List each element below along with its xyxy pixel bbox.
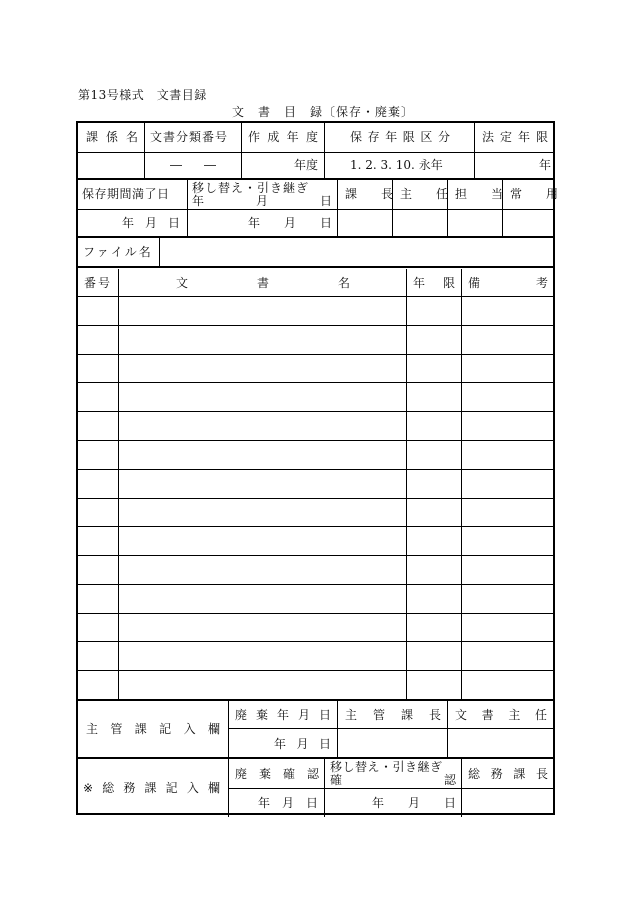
transfer-label: 移し替え・引き継ぎ bbox=[192, 181, 310, 195]
rule bbox=[474, 123, 475, 179]
rule bbox=[337, 700, 338, 758]
table-row bbox=[78, 613, 553, 614]
rule bbox=[228, 728, 553, 729]
rule bbox=[78, 699, 553, 701]
retention-expiry-label: 保存期間満了日 bbox=[82, 187, 170, 201]
list-header-remarks: 備 考 bbox=[468, 276, 548, 290]
transfer-date-header: 年 月 日 bbox=[192, 194, 332, 208]
rule bbox=[337, 179, 338, 237]
created-year-suffix: 年度 bbox=[294, 158, 319, 172]
list-header-number: 番号 bbox=[84, 276, 113, 290]
person-in-charge-label: 担 当 bbox=[455, 187, 504, 201]
table-row bbox=[78, 670, 553, 671]
rule bbox=[78, 152, 553, 153]
section-chief-label: 課 長 bbox=[345, 187, 394, 201]
classification-dash-a: ― bbox=[170, 158, 182, 172]
expiry-date-field: 年 月 日 bbox=[122, 216, 180, 230]
table-row bbox=[78, 354, 553, 355]
rule bbox=[78, 296, 553, 297]
classification-dash-b: ― bbox=[204, 158, 216, 172]
rule bbox=[228, 788, 553, 789]
header-legal-period: 法 定 年 限 bbox=[482, 130, 548, 144]
rule bbox=[118, 269, 119, 699]
header-section-name: 課 係 名 bbox=[86, 130, 138, 144]
transfer-confirm-date-field: 年 月 日 bbox=[372, 796, 456, 810]
rule bbox=[461, 759, 462, 817]
rule bbox=[447, 700, 448, 758]
disposal-confirm-label: 廃 棄 確 認 bbox=[235, 767, 319, 781]
rule bbox=[406, 269, 407, 699]
rule bbox=[187, 179, 188, 237]
table-row bbox=[78, 440, 553, 441]
header-created-year: 作 成 年 度 bbox=[248, 130, 318, 144]
header-retention-category: 保 存 年 限 区 分 bbox=[350, 130, 450, 144]
file-name-label: ファイル名 bbox=[83, 245, 153, 259]
table-row bbox=[78, 641, 553, 642]
rule bbox=[78, 266, 553, 268]
transfer-confirm-label: 移し替え・引き継ぎ bbox=[330, 760, 443, 774]
disposal-date-field: 年 月 日 bbox=[274, 737, 331, 751]
document-title: 文 書 目 録〔保存・廃棄〕 bbox=[232, 105, 415, 119]
rule bbox=[78, 209, 553, 210]
rule bbox=[324, 759, 325, 817]
table-row bbox=[78, 526, 553, 527]
document-supervisor-label: 文 書 主 任 bbox=[455, 708, 547, 722]
table-row bbox=[78, 584, 553, 585]
disposal-date-label: 廃 棄 年 月 日 bbox=[235, 708, 331, 722]
header-classification-number: 文書分類番号 bbox=[150, 130, 229, 144]
table-row bbox=[78, 469, 553, 470]
managing-section-entry-label: 主 管 課 記 入 欄 bbox=[86, 722, 220, 736]
transfer-date-field: 年 月 日 bbox=[248, 216, 332, 230]
legal-period-suffix: 年 bbox=[539, 158, 552, 172]
rule bbox=[78, 236, 553, 238]
regular-use-label: 常 用 bbox=[510, 187, 559, 201]
table-row bbox=[78, 555, 553, 556]
rule bbox=[159, 237, 160, 267]
list-header-document-name: 文 書 名 bbox=[176, 276, 350, 290]
rule bbox=[228, 700, 229, 817]
supervisor-label: 主 任 bbox=[400, 187, 449, 201]
table-row bbox=[78, 411, 553, 412]
managing-chief-label: 主 管 課 長 bbox=[345, 708, 441, 722]
disposal-confirm-date-field: 年 月 日 bbox=[258, 796, 318, 810]
table-row bbox=[78, 498, 553, 499]
general-affairs-entry-label: ※ 総 務 課 記 入 欄 bbox=[83, 781, 220, 795]
rule bbox=[78, 178, 553, 180]
document-list-form bbox=[76, 121, 559, 815]
transfer-confirm-label-2: 確 認 bbox=[330, 773, 456, 787]
list-header-years: 年 限 bbox=[413, 276, 455, 290]
table-row bbox=[78, 325, 553, 326]
rule bbox=[461, 269, 462, 699]
general-affairs-chief-label: 総 務 課 長 bbox=[468, 767, 548, 781]
form-number-label: 第13号様式 文書目録 bbox=[78, 88, 207, 102]
rule bbox=[78, 757, 553, 759]
rule bbox=[324, 123, 325, 179]
table-row bbox=[78, 382, 553, 383]
rule bbox=[144, 123, 145, 179]
retention-options: 1. 2. 3. 10. 永年 bbox=[350, 158, 443, 172]
rule bbox=[241, 123, 242, 179]
